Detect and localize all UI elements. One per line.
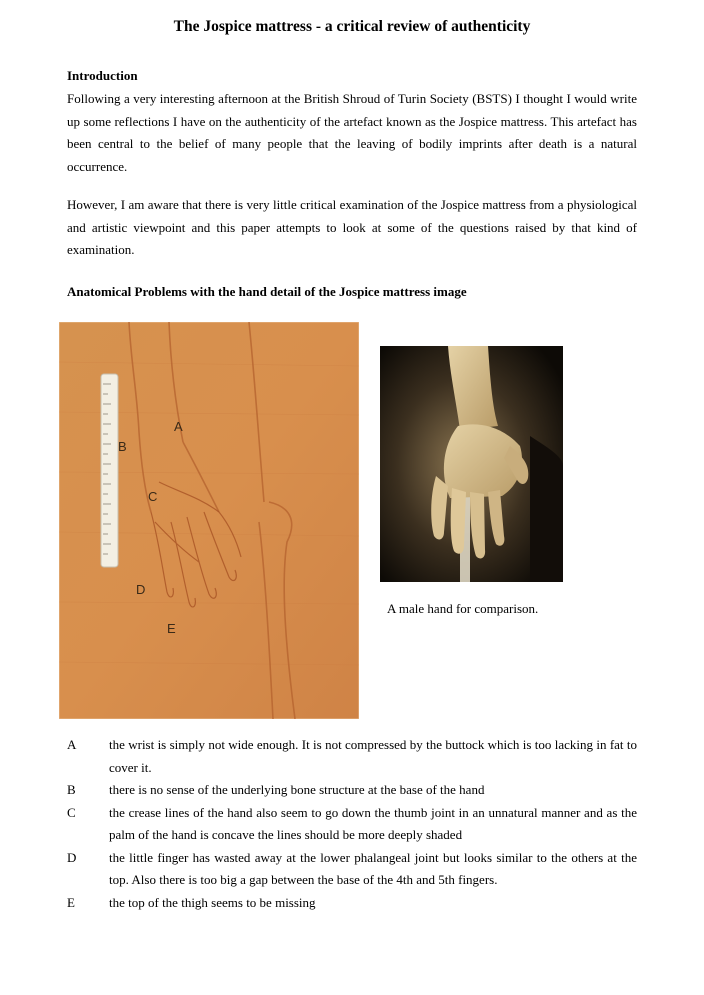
note-text-a: the wrist is simply not wide enough. It is not compressed by the buttock which is too lacking in fat to cover it. xyxy=(109,737,637,775)
note-letter-b: B xyxy=(67,782,76,797)
note-letter-e: E xyxy=(67,894,75,910)
list-item xyxy=(67,802,637,847)
list-item xyxy=(67,734,637,779)
intro-paragraph-1 xyxy=(67,88,637,178)
marker-c: C xyxy=(148,489,158,504)
intro-paragraph-2 xyxy=(67,194,637,262)
list-item xyxy=(67,779,637,802)
list-item xyxy=(67,847,637,892)
marker-e: E xyxy=(167,621,176,636)
figure-caption: A male hand for comparison. xyxy=(387,601,539,616)
document-title: The Jospice mattress - a critical review of authenticity xyxy=(173,18,531,35)
mattress-hand-image xyxy=(59,322,359,719)
note-letter-c: C xyxy=(67,804,76,820)
note-text-b: there is no sense of the underlying bone structure at the base of the hand xyxy=(109,782,485,797)
section-heading: Anatomical Problems with the hand detail of the Jospice mattress image xyxy=(67,284,467,299)
comparison-hand-photo xyxy=(380,346,563,582)
note-text-e: the top of the thigh seems to be missing xyxy=(109,894,316,910)
note-letter-a: A xyxy=(67,737,77,752)
introduction-heading: Introduction xyxy=(67,68,138,83)
list-item xyxy=(67,892,637,915)
notes-list xyxy=(67,734,637,914)
note-letter-d: D xyxy=(67,849,77,865)
intro-paragraph-1-text: Following a very interesting afternoon at the British Shroud of Turin Society (BSTS) I thought I would write up some reflections I have on the authenticity of the artefact known as the Jospice mattress. This artefact has been central to the belief of many people that the leaving of bodily imprints after death is a natural occurrence. xyxy=(67,91,637,174)
note-text-c: the crease lines of the hand also seem to go down the thumb joint in an unnatural manner and as the palm of the hand is concave the lines should be more deeply shaded xyxy=(109,804,637,842)
marker-b: B xyxy=(118,439,127,454)
marker-d: D xyxy=(136,582,146,597)
intro-paragraph-2-text: However, I am aware that there is very little critical examination of the Jospice mattress from a physiological and artistic viewpoint and this paper attempts to look at some of the questions raised by that kind of examination. xyxy=(67,197,637,257)
marker-a: A xyxy=(174,419,183,434)
note-text-d: the little finger has wasted away at the lower phalangeal joint but looks similar to the others at the top. Also there is too big a gap between the base of the 4th and 5th fingers. xyxy=(109,849,637,887)
